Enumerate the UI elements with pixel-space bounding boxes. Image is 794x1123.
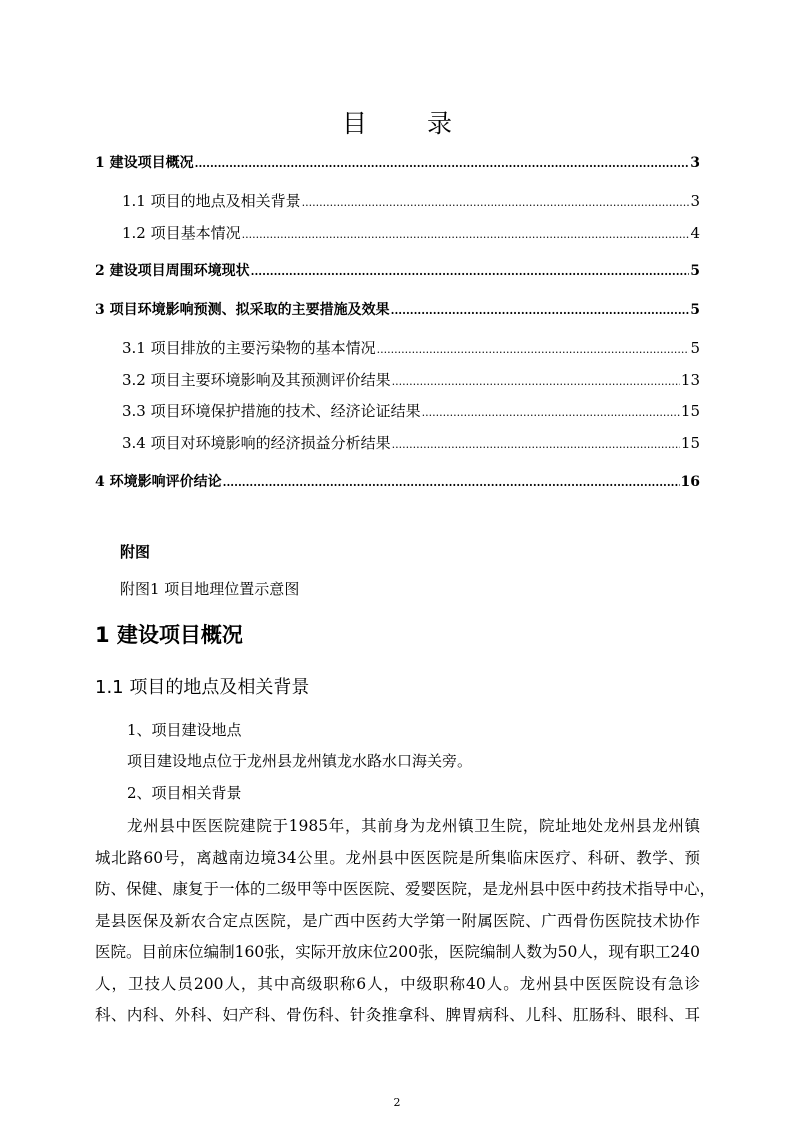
toc-entry[interactable] xyxy=(122,190,700,211)
toc-leader-dots xyxy=(223,474,680,490)
toc-entry-label: 3.3 项目环境保护措施的技术、经济论证结果 xyxy=(122,402,421,420)
toc-leader-dots xyxy=(251,263,690,279)
toc-entry-page: 16 xyxy=(680,474,700,490)
toc-entry-label: 3.4 项目对环境影响的经济损益分析结果 xyxy=(122,434,391,452)
item1-text: 项目建设地点位于龙州县龙州镇龙水路水口海关旁。 xyxy=(127,752,473,770)
toc-entry[interactable] xyxy=(95,260,700,280)
toc-entry-label: 4 环境影响评价结论 xyxy=(95,474,222,490)
item1-label: 1、项目建设地点 xyxy=(127,721,242,739)
toc-leader-dots xyxy=(195,155,690,171)
toc-entry-label: 3.2 项目主要环境影响及其预测评价结果 xyxy=(122,371,391,389)
section-heading: 1 建设项目概况 xyxy=(95,623,243,647)
toc-entry[interactable] xyxy=(122,337,700,358)
toc-entry-page: 5 xyxy=(690,263,700,279)
body-line: 是县医保及新农合定点医院，是广西中医药大学第一附属医院、广西骨伤医院技术协作 xyxy=(95,911,700,930)
subsection-heading: 1.1 项目的地点及相关背景 xyxy=(95,677,310,698)
figures-item: 附图1 项目地理位置示意图 xyxy=(120,580,300,598)
toc-leader-dots xyxy=(391,302,690,318)
toc-leader-dots xyxy=(392,434,680,452)
toc-entry-page: 13 xyxy=(680,371,700,389)
toc-entry-page: 15 xyxy=(680,402,700,420)
page-number: 2 xyxy=(393,1096,401,1109)
toc-entry-label: 1.1 项目的地点及相关背景 xyxy=(122,192,301,210)
toc-entry-page: 3 xyxy=(690,192,700,210)
toc-entry[interactable] xyxy=(95,471,700,491)
toc-title: 目 录 xyxy=(342,109,478,138)
toc-entry[interactable] xyxy=(122,222,700,243)
toc-entry[interactable] xyxy=(122,369,700,390)
body-line: 人，卫技人员200人，其中高级职称6人，中级职称40人。龙州县中医医院设有急诊 xyxy=(95,974,700,993)
body-line: 城北路60号，离越南边境34公里。龙州县中医医院是所集临床医疗、科研、教学、预 xyxy=(95,848,700,867)
toc-leader-dots xyxy=(422,402,680,420)
toc-entry[interactable] xyxy=(95,299,700,319)
toc-entry-label: 3 项目环境影响预测、拟采取的主要措施及效果 xyxy=(95,302,390,318)
toc-entry-label: 1.2 项目基本情况 xyxy=(122,224,241,242)
toc-entry-page: 5 xyxy=(690,339,700,357)
toc-entry[interactable] xyxy=(122,432,700,453)
toc-entry-page: 15 xyxy=(680,434,700,452)
toc-entry-page: 5 xyxy=(690,302,700,318)
toc-entry-label: 1 建设项目概况 xyxy=(95,155,194,171)
toc-entry-page: 3 xyxy=(690,155,700,171)
toc-entry-label: 3.1 项目排放的主要污染物的基本情况 xyxy=(122,339,376,357)
toc-entry-label: 2 建设项目周围环境现状 xyxy=(95,263,250,279)
toc-leader-dots xyxy=(302,192,690,210)
toc-leader-dots xyxy=(377,339,690,357)
body-line: 龙州县中医医院建院于1985年，其前身为龙州镇卫生院，院址地处龙州县龙州镇 xyxy=(127,817,700,835)
item2-label: 2、项目相关背景 xyxy=(127,784,242,802)
figures-heading: 附图 xyxy=(120,543,151,561)
toc-entry[interactable] xyxy=(122,400,700,421)
toc-entry-page: 4 xyxy=(690,224,700,242)
body-line: 防、保健、康复于一体的二级甲等中医医院、爱婴医院，是龙州县中医中药技术指导中心， xyxy=(95,880,716,898)
body-line: 科、内科、外科、妇产科、骨伤科、针灸推拿科、脾胃病科、儿科、肛肠科、眼科、耳 xyxy=(95,1006,700,1024)
body-line: 医院。目前床位编制160张，实际开放床位200张，医院编制人数为50人，现有职工240 xyxy=(95,943,700,961)
toc-leader-dots xyxy=(242,224,690,242)
toc-leader-dots xyxy=(392,371,680,389)
toc-entry[interactable] xyxy=(95,152,700,172)
